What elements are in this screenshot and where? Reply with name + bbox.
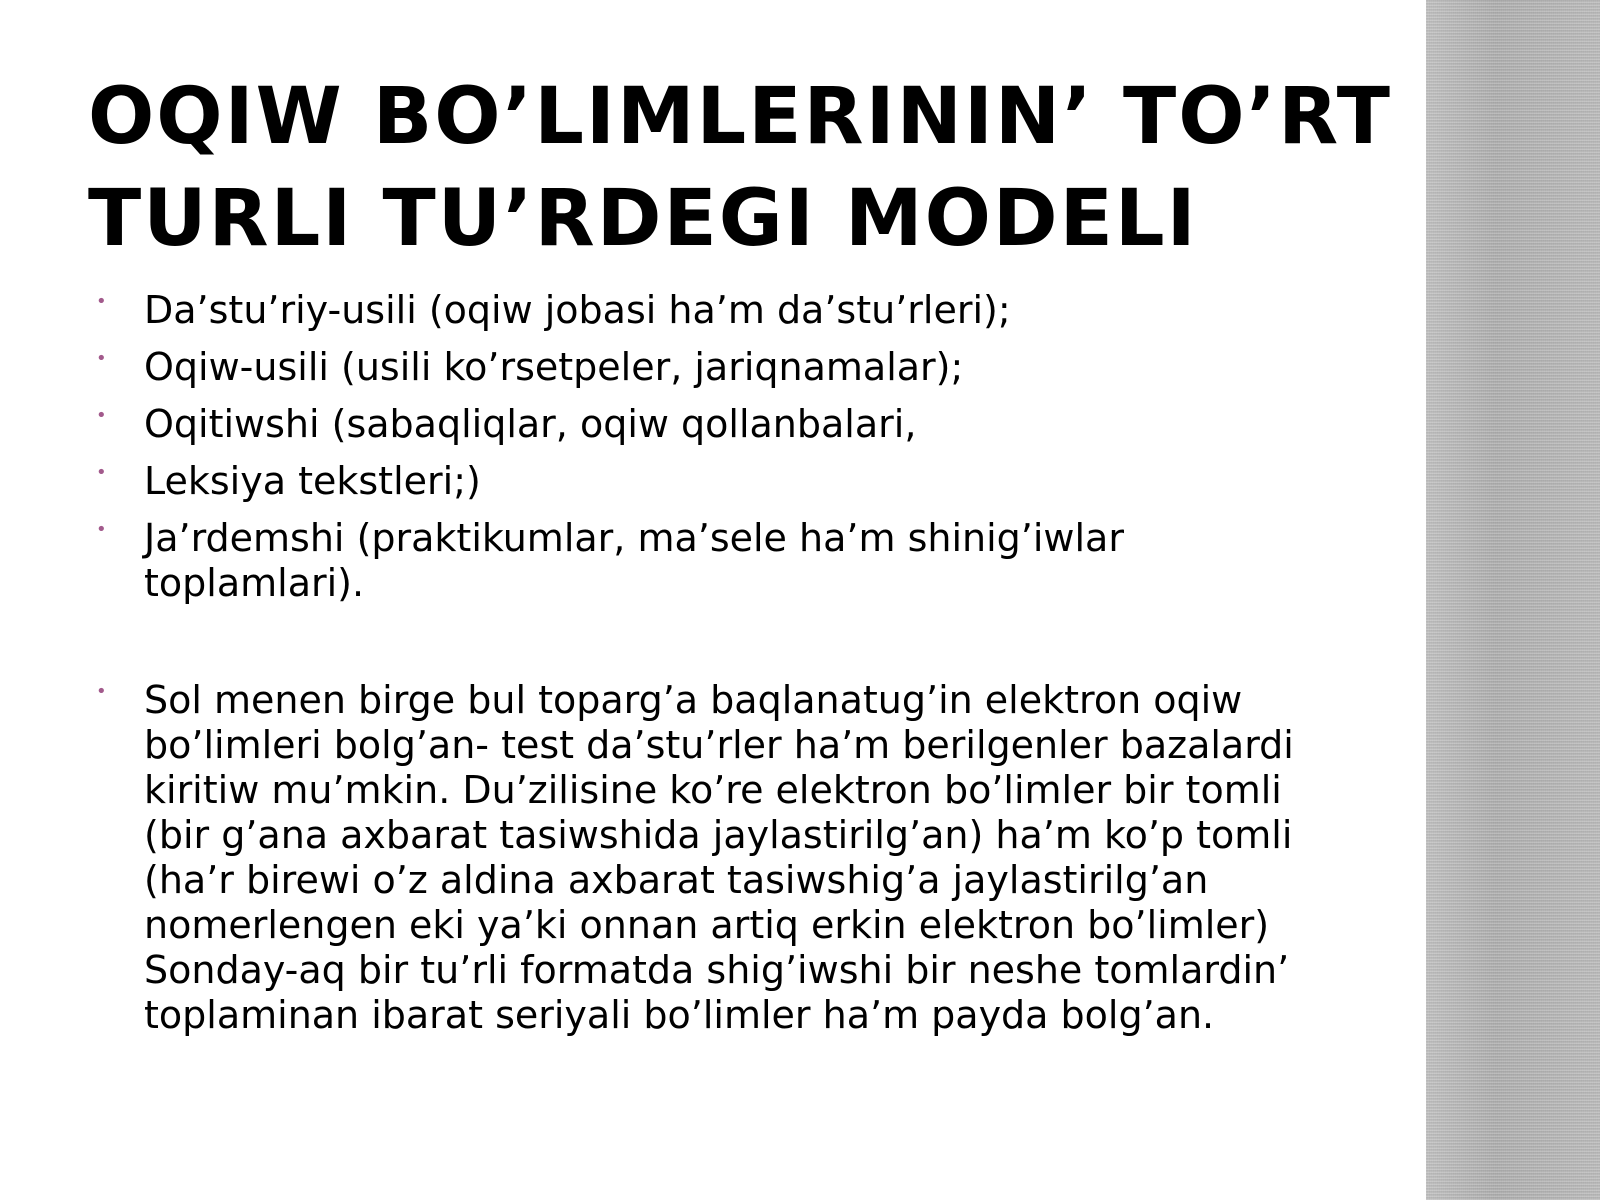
bullet-dot-icon: •	[96, 681, 107, 702]
bullet-dot-icon: •	[96, 405, 107, 426]
paragraph-line: toplaminan ibarat seriyali bo’limler ha’m payda bolg’an.	[144, 993, 1215, 1037]
bullet-item	[96, 288, 1416, 333]
bullet-dot-icon: •	[96, 348, 107, 369]
bullet-item	[96, 516, 1416, 606]
bullet-line: Oqitiwshi (sabaqliqlar, oqiw qollanbalari,	[144, 402, 917, 446]
bullet-text	[144, 345, 1416, 390]
paragraph-line: Sol menen birge bul toparg’a baqlanatug’in elektron oqiw	[144, 678, 1243, 722]
bullet-dot-icon: •	[96, 291, 107, 312]
bullet-item	[96, 459, 1416, 504]
slide-title-line-2: TURLI TU’RDEGI MODELI	[88, 174, 1198, 264]
bullet-text	[144, 402, 1416, 447]
bullet-item	[96, 345, 1416, 390]
bullet-item	[96, 402, 1416, 447]
bullet-list	[96, 288, 1416, 1050]
bullet-line: Oqiw-usili (usili ko’rsetpeler, jariqnamalar);	[144, 345, 964, 389]
bullet-paragraph-text	[144, 678, 1416, 1038]
bullet-text	[144, 516, 1416, 606]
bullet-line: Ja’rdemshi (praktikumlar, ma’sele ha’m shinig’iwlar	[144, 516, 1124, 560]
paragraph-line: nomerlengen eki ya’ki onnan artiq erkin elektron bo’limler)	[144, 903, 1270, 947]
paragraph-line: Sonday-aq bir tu’rli formatda shig’iwshi bir neshe tomlardin’	[144, 948, 1290, 992]
bullet-line: toplamlari).	[144, 561, 365, 605]
bullet-item-paragraph	[96, 678, 1416, 1038]
bullet-line: Da’stu’riy-usili (oqiw jobasi ha’m da’stu’rleri);	[144, 288, 1011, 332]
bullet-dot-icon: •	[96, 519, 107, 540]
slide-title	[88, 66, 1408, 270]
paragraph-line: (bir g’ana axbarat tasiwshida jaylastirilg’an) ha’m ko’p tomli	[144, 813, 1293, 857]
bullet-dot-icon: •	[96, 462, 107, 483]
bullet-text	[144, 459, 1416, 504]
paragraph-line: (ha’r birewi o’z aldina axbarat tasiwshig’a jaylastirilg’an	[144, 858, 1209, 902]
bullet-line: Leksiya tekstleri;)	[144, 459, 481, 503]
paragraph-line: kiritiw mu’mkin. Du’zilisine ko’re elektron bo’limler bir tomli	[144, 768, 1282, 812]
bullet-text	[144, 288, 1416, 333]
decorative-side-panel	[1426, 0, 1600, 1200]
paragraph-line: bo’limleri bolg’an- test da’stu’rler ha’m berilgenler bazalardi	[144, 723, 1294, 767]
slide-title-line-1: OQIW BO’LIMLERININ’ TO’RT	[88, 72, 1392, 162]
